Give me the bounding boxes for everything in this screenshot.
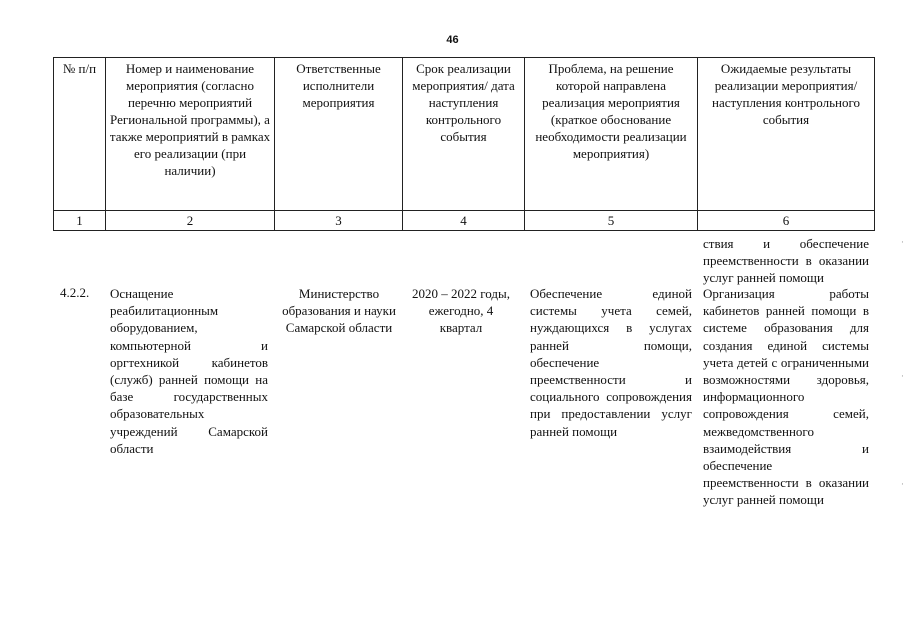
- column-number: 4: [403, 211, 525, 231]
- column-number: 1: [54, 211, 106, 231]
- column-number: 6: [698, 211, 875, 231]
- header-col-number: № п/п: [54, 58, 106, 211]
- row-number: 4.2.2.: [60, 285, 90, 300]
- row-term: 2020 – 2022 годы, ежегодно, 4 квартал: [412, 286, 510, 336]
- edge-scan-mark: ·: [901, 480, 904, 490]
- header-row: [54, 58, 875, 211]
- table-header: [53, 57, 875, 231]
- header-col-name: Номер и наименование мероприятия (согласно перечню мероприятий Региональной программы), а также мероприятий в рамках его реализации (при наличии): [106, 58, 275, 211]
- row-name: Оснащение реабилитационным оборудованием, компьютерной и оргтехникой кабинетов (служб) ранней помощи на базе государственных образовательных учреждений Самарской области: [110, 286, 268, 456]
- row-executor: Министерство образования и науки Самарской области: [282, 286, 396, 336]
- row-problem: Обеспечение единой системы учета семей, нуждающихся в услугах ранней помощи, обеспечение преемственности и социального сопровождения при предоставлении услуг ранней помощи: [530, 286, 692, 439]
- column-number: 5: [525, 211, 698, 231]
- header-col-executor: Ответственные исполнители мероприятия: [275, 58, 403, 211]
- header-col-problem: Проблема, на решение которой направлена реализация мероприятия (краткое обоснование необходимости реализации мероприятия): [525, 58, 698, 211]
- column-number: 3: [275, 211, 403, 231]
- page-number: 46: [446, 34, 459, 46]
- header-col-result: Ожидаемые результаты реализации мероприятия/ наступления контрольного события: [698, 58, 875, 211]
- row-result: Организация работы кабинетов ранней помощи в системе образования для создания единой системы учета детей с ограниченными возможностями здоровья, информационного сопровождения семей, межведомственного взаимодействия и обеспечение преемственности в оказании услуг ранней помощи: [703, 286, 869, 508]
- header-col-term: Срок реализации мероприятия/ дата наступления контрольного события: [403, 58, 525, 211]
- carryover-text: ствия и обеспечение преемственности в оказании услуг ранней помощи: [703, 236, 869, 286]
- edge-scan-mark: ·: [901, 238, 904, 248]
- column-number: 2: [106, 211, 275, 231]
- column-number-row: [54, 211, 875, 231]
- edge-scan-mark: ·: [901, 372, 904, 382]
